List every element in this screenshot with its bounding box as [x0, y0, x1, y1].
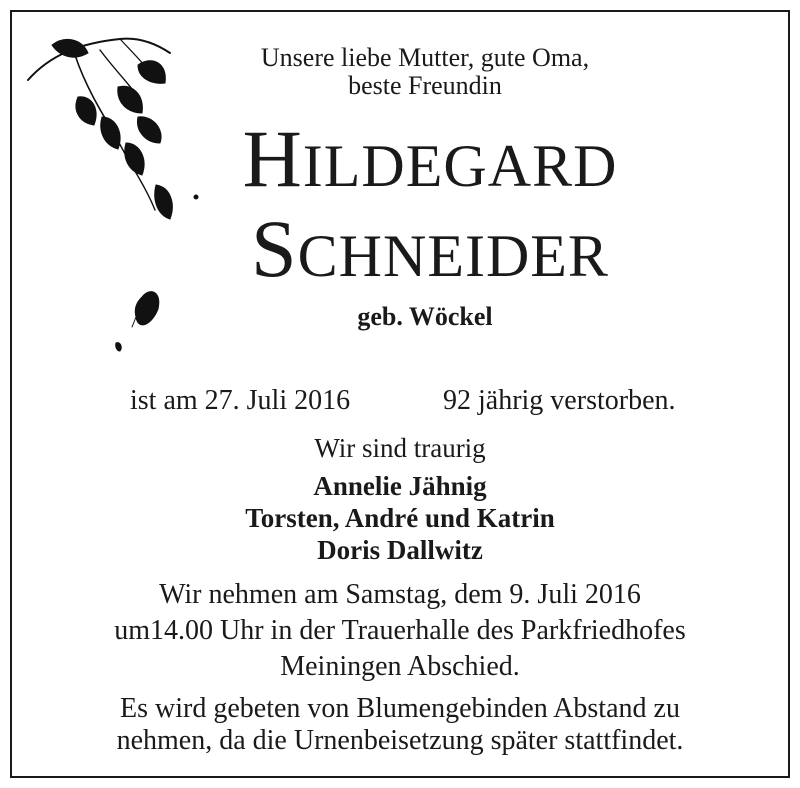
last-name-rest: CHNEIDER — [297, 223, 609, 289]
service-line: Wir nehmen am Samstag, dem 9. Juli 2016 — [159, 579, 641, 610]
death-age: 92 jährig verstorben. — [443, 385, 676, 416]
service-info — [40, 577, 760, 685]
mourner: Doris Dallwitz — [317, 535, 483, 565]
request-line: Es wird gebeten von Blumengebinden Abstand zu — [120, 693, 680, 724]
mourner: Torsten, André und Katrin — [245, 503, 555, 533]
first-name-rest: ILDEGARD — [302, 133, 618, 199]
request-line: nehmen, da die Urnenbeisetzung später stattfindet. — [116, 725, 684, 756]
birch-branch-icon — [20, 25, 205, 365]
first-name — [180, 113, 680, 207]
intro-text — [200, 44, 650, 100]
mourners-list — [150, 470, 650, 566]
last-name — [180, 203, 680, 297]
intro-line-1: Unsere liebe Mutter, gute Oma, — [260, 43, 590, 72]
death-date: ist am 27. Juli 2016 — [130, 385, 351, 416]
first-name-initial: H — [242, 113, 303, 204]
mourning-intro: Wir sind traurig — [314, 433, 486, 463]
service-line: um14.00 Uhr in der Trauerhalle des Parkfriedhofes — [114, 615, 686, 646]
flower-request — [40, 693, 760, 757]
last-name-initial: S — [251, 203, 298, 294]
intro-line-2: beste Freundin — [348, 71, 502, 100]
mourner: Annelie Jähnig — [313, 471, 487, 501]
service-line: Meiningen Abschied. — [280, 651, 520, 682]
maiden-name: geb. Wöckel — [357, 302, 493, 331]
